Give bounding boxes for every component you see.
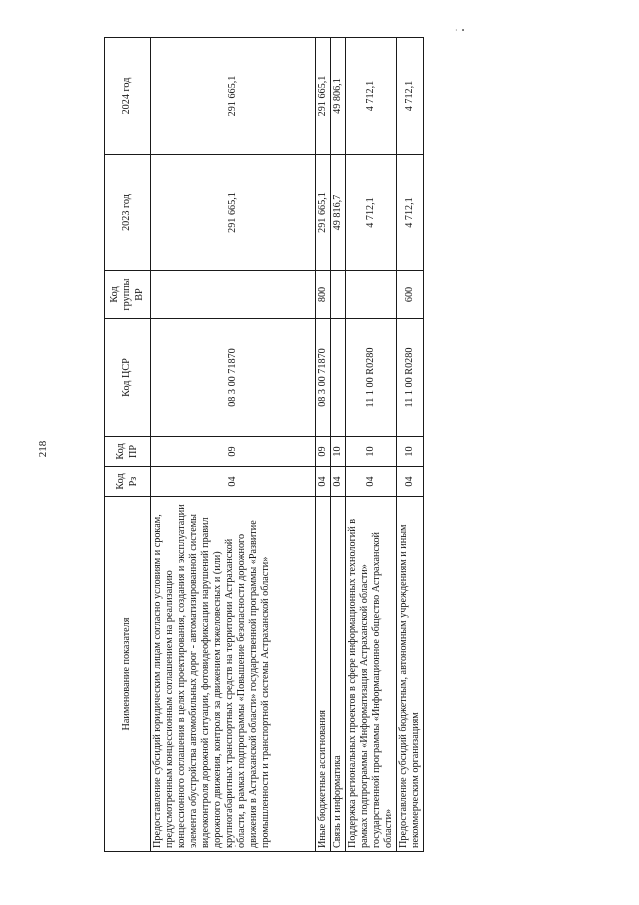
table-row (316, 38, 331, 852)
cell-vr: 800 (316, 271, 331, 319)
cell-pr: 10 (397, 437, 424, 467)
cell-name: Предоставление субсидий бюджетным, автономным учреждениям и иным некоммерческим организациям (397, 497, 424, 852)
header-name: Наименование показателя (105, 497, 151, 852)
cell-pr: 10 (346, 437, 397, 467)
header-csr: Код ЦСР (105, 319, 151, 437)
cell-name: Связь и информатика (331, 497, 346, 852)
cell-vr (151, 271, 316, 319)
table-row (331, 38, 346, 852)
cell-rz: 04 (151, 467, 316, 497)
cell-2023: 291 665,1 (151, 155, 316, 271)
cell-pr: 09 (151, 437, 316, 467)
cell-csr: 11 1 00 R0280 (346, 319, 397, 437)
cell-rz: 04 (346, 467, 397, 497)
cell-name: Поддержка региональных проектов в сфере информационных технологий в рамках подпрограммы «Информатизация Астраханской области» государственной программы «Информационное общество Астраханской области» (346, 497, 397, 852)
cell-2023: 4 712,1 (397, 155, 424, 271)
cell-pr: 09 (316, 437, 331, 467)
cell-csr: 11 1 00 R0280 (397, 319, 424, 437)
budget-table (104, 37, 424, 852)
table-header-row (105, 38, 151, 852)
cell-2024: 291 665,1 (151, 38, 316, 155)
cell-2024: 4 712,1 (397, 38, 424, 155)
cell-2023: 291 665,1 (316, 155, 331, 271)
page-number: 218 (37, 440, 49, 458)
cell-2024: 4 712,1 (346, 38, 397, 155)
scan-speck: · • (455, 26, 465, 35)
cell-csr: 08 3 00 71870 (316, 319, 331, 437)
rotated-table-container (104, 38, 422, 852)
cell-name: Предоставление субсидий юридическим лицам согласно условиям и срокам, предусмотренным концессионным соглашением на реализацию концессионного соглашения в целях проектирования, создания и эксплуатации элемента обустройства автомобильных дорог - автоматизированной системы видеоконтроля дорожной ситуации, фотовидеофиксации нарушений правил дорожного движения, контроля за движением тяжеловесных и (или) крупногабаритных транспортных средств на территории Астраханской области, в рамках подпрограммы «Повышение безопасности дорожного движения в Астраханской области» государственной программы «Развитие промышленности и транспортной системы Астраханской области» (151, 497, 316, 852)
cell-2024: 49 806,1 (331, 38, 346, 155)
header-vr: Код группы ВР (105, 271, 151, 319)
table-row (151, 38, 316, 852)
cell-2023: 49 816,7 (331, 155, 346, 271)
cell-vr (331, 271, 346, 319)
table-row (346, 38, 397, 852)
cell-vr: 600 (397, 271, 424, 319)
header-2024: 2024 год (105, 38, 151, 155)
cell-csr: 08 3 00 71870 (151, 319, 316, 437)
cell-vr (346, 271, 397, 319)
scan-speck: · (234, 842, 237, 851)
cell-csr (331, 319, 346, 437)
header-2023: 2023 год (105, 155, 151, 271)
cell-2023: 4 712,1 (346, 155, 397, 271)
header-rz: Код Рз (105, 467, 151, 497)
header-pr: Код ПР (105, 437, 151, 467)
cell-rz: 04 (397, 467, 424, 497)
cell-rz: 04 (316, 467, 331, 497)
cell-2024: 291 665,1 (316, 38, 331, 155)
cell-pr: 10 (331, 437, 346, 467)
table-row (397, 38, 424, 852)
cell-rz: 04 (331, 467, 346, 497)
cell-name: Иные бюджетные ассигнования (316, 497, 331, 852)
